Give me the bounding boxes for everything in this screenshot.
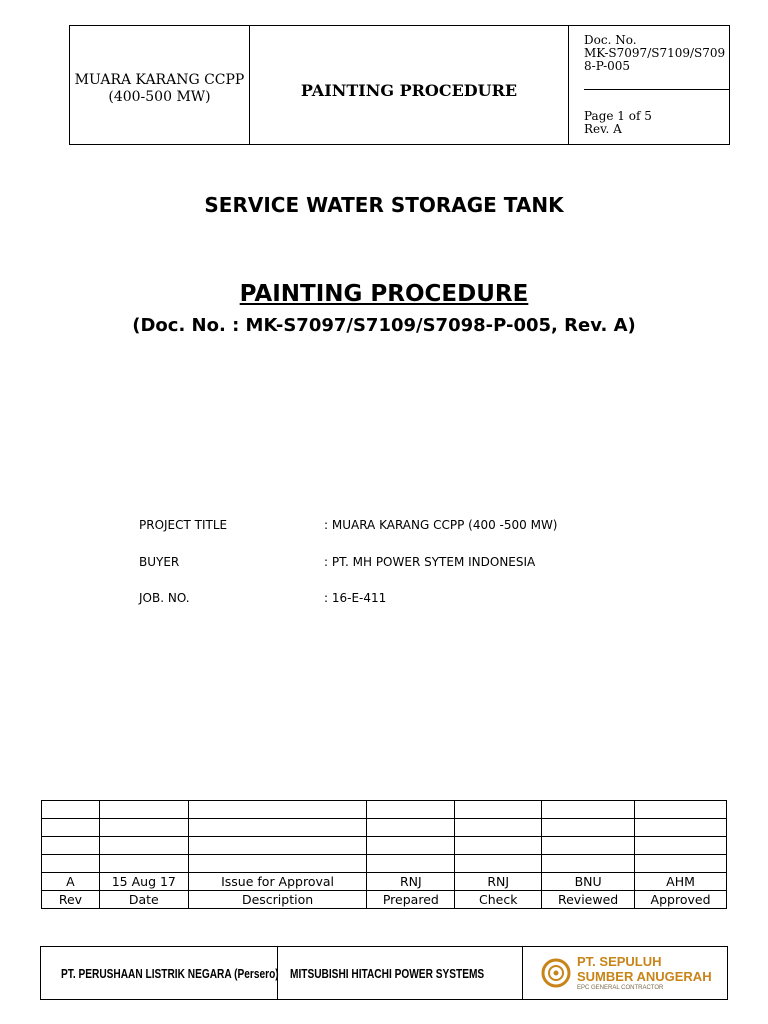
page-number: Page 1 of 5 xyxy=(584,109,652,123)
mhps-name: MITSUBISHI HITACHI POWER SYSTEMS xyxy=(290,965,485,981)
ssa-emblem-icon xyxy=(541,958,571,988)
pln-name: PT. PERUSHAAN LISTRIK NEGARA (Persero) xyxy=(61,965,279,981)
info-value: : PT. MH POWER SYTEM INDONESIA xyxy=(324,555,536,569)
doc-number: MK-S7097/S7109/S7098-P-005 xyxy=(584,46,726,73)
info-label: PROJECT TITLE xyxy=(139,518,228,532)
table-row xyxy=(42,801,727,819)
doc-number-block xyxy=(584,34,729,73)
ssa-line2: SUMBER ANUGERAH xyxy=(577,969,712,984)
column-header: Rev xyxy=(42,891,100,909)
doc-reference: (Doc. No. : MK-S7097/S7109/S7098-P-005, Rev. A) xyxy=(132,315,636,336)
page-rev-block xyxy=(584,110,652,136)
page-title xyxy=(0,281,768,307)
document-header xyxy=(69,25,730,145)
info-value: : MUARA KARANG CCPP (400 -500 MW) xyxy=(324,518,558,532)
column-header: Reviewed xyxy=(542,891,635,909)
column-header: Check xyxy=(455,891,542,909)
prepared-cell: RNJ xyxy=(367,873,455,891)
check-cell: RNJ xyxy=(455,873,542,891)
date-cell: 15 Aug 17 xyxy=(99,873,188,891)
doc-label: Doc. No. xyxy=(584,33,637,47)
info-label: JOB. NO. xyxy=(139,591,190,605)
reviewed-cell: BNU xyxy=(542,873,635,891)
page-title-text: PAINTING PROCEDURE xyxy=(239,281,529,307)
divider xyxy=(584,89,729,90)
doc-info-cell xyxy=(569,26,729,144)
column-header: Description xyxy=(188,891,367,909)
table-row xyxy=(42,819,727,837)
table-row xyxy=(42,873,727,891)
table-row xyxy=(42,855,727,873)
table-row xyxy=(42,837,727,855)
column-header: Date xyxy=(99,891,188,909)
project-capacity: (400-500 MW) xyxy=(108,89,211,105)
table-header-row xyxy=(42,891,727,909)
approved-cell: AHM xyxy=(635,873,727,891)
description-cell: Issue for Approval xyxy=(188,873,367,891)
pln-logo xyxy=(41,947,278,999)
info-value: : 16-E-411 xyxy=(324,591,387,605)
revision: Rev. A xyxy=(584,122,622,136)
rev-cell: A xyxy=(42,873,100,891)
column-header: Approved xyxy=(635,891,727,909)
ssa-logo xyxy=(523,947,727,999)
ssa-line1: PT. SEPULUH xyxy=(577,954,662,969)
mhps-logo xyxy=(278,947,523,999)
company-logos xyxy=(40,946,728,1000)
info-label: BUYER xyxy=(139,555,180,569)
project-cell xyxy=(70,26,250,144)
revision-table xyxy=(41,800,727,909)
ssa-tagline: EPC GENERAL CONTRACTOR xyxy=(577,985,664,991)
ssa-text xyxy=(577,954,712,992)
project-name: MUARA KARANG CCPP xyxy=(74,72,245,88)
column-header: Prepared xyxy=(367,891,455,909)
header-title: PAINTING PROCEDURE xyxy=(250,26,569,144)
subject-title: SERVICE WATER STORAGE TANK xyxy=(204,193,564,217)
